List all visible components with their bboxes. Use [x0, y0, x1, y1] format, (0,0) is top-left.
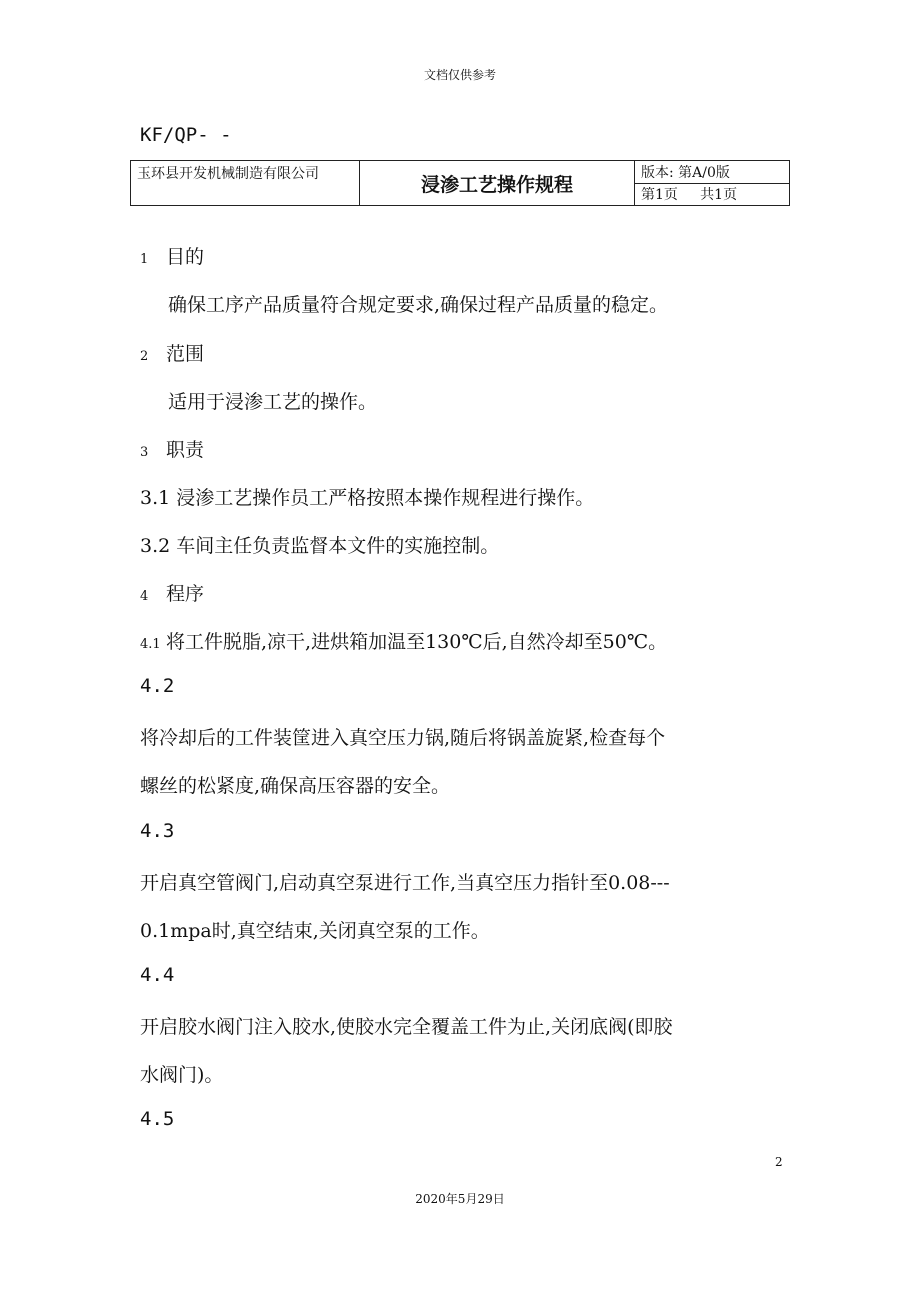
section-3-1: 3.1 浸渗工艺操作员工严格按照本操作规程进行操作。 — [140, 487, 595, 509]
item-text: 将工件脱脂,凉干,进烘箱加温至130℃后,自然冷却至50℃。 — [166, 631, 668, 653]
section-title: 范围 — [166, 343, 205, 365]
version-cell: 版本: 第A/0版 — [635, 161, 790, 184]
page-count-cell: 第1页 共1页 — [635, 183, 790, 206]
page-number: 2 — [775, 1155, 783, 1169]
footer-date: 2020年5月29日 — [415, 1192, 505, 1206]
section-2-text: 适用于浸渗工艺的操作。 — [168, 391, 378, 413]
section-number: 3 — [140, 445, 149, 460]
header-table — [130, 160, 790, 206]
header-note: 文档仅供参考 — [423, 68, 496, 82]
section-title: 目的 — [166, 246, 205, 268]
section-3-heading — [140, 435, 204, 462]
section-3-2: 3.2 车间主任负责监督本文件的实施控制。 — [140, 535, 500, 557]
section-4-3-number: 4.3 — [140, 820, 175, 842]
section-title: 职责 — [166, 439, 205, 461]
company-name: 玉环县开发机械制造有限公司 — [131, 161, 360, 206]
section-4-4-number: 4.4 — [140, 964, 175, 986]
document-number: KF/QP- - — [140, 124, 232, 146]
section-2-heading — [140, 339, 204, 366]
section-4-3-line-1: 开启真空管阀门,启动真空泵进行工作,当真空压力指针至0.08--- — [140, 872, 670, 894]
section-4-4-line-2: 水阀门)。 — [140, 1064, 224, 1086]
section-4-heading — [140, 579, 204, 606]
section-number: 4 — [140, 589, 149, 604]
section-4-4-line-1: 开启胶水阀门注入胶水,使胶水完全覆盖工件为止,关闭底阀(即胶 — [140, 1016, 673, 1038]
section-number: 1 — [140, 252, 149, 267]
section-4-5-number: 4.5 — [140, 1108, 175, 1130]
section-4-1 — [140, 627, 667, 654]
item-number: 4.1 — [140, 637, 161, 652]
section-4-2-number: 4.2 — [140, 675, 175, 697]
section-1-heading — [140, 242, 204, 269]
section-4-2-line-1: 将冷却后的工件装筐进入真空压力锅,随后将锅盖旋紧,检查每个 — [140, 727, 666, 749]
section-1-text: 确保工序产品质量符合规定要求,确保过程产品质量的稳定。 — [168, 294, 669, 316]
document-title: 浸渗工艺操作规程 — [360, 161, 635, 206]
section-title: 程序 — [166, 583, 205, 605]
section-4-3-line-2: 0.1mpa时,真空结束,关闭真空泵的工作。 — [140, 920, 490, 942]
section-number: 2 — [140, 349, 149, 364]
section-4-2-line-2: 螺丝的松紧度,确保高压容器的安全。 — [140, 775, 451, 797]
